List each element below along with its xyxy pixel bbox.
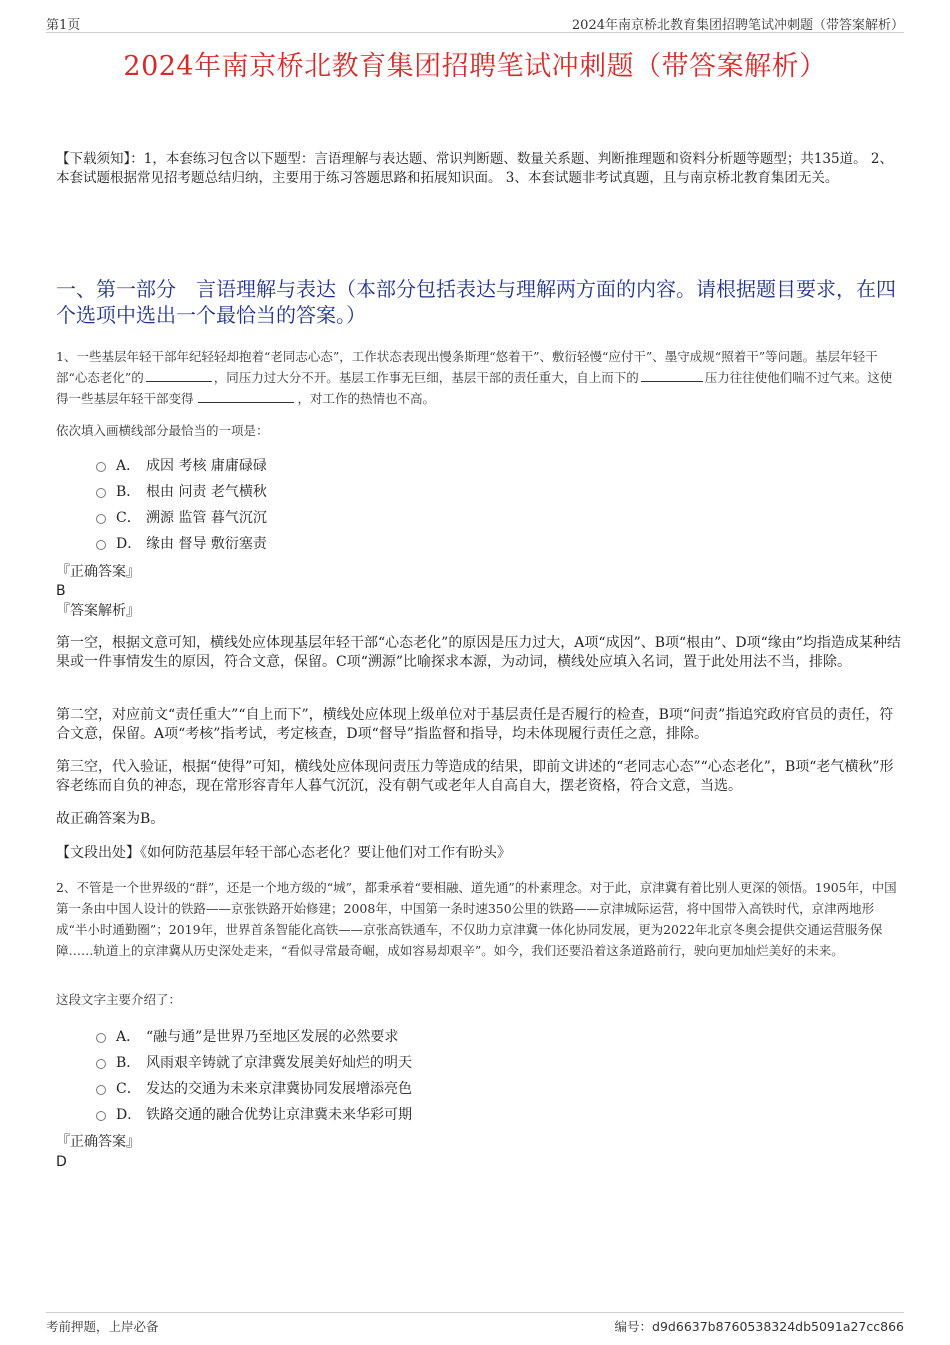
q2-options [56,1024,902,1128]
q1-source: 【文段出处】《如何防范基层年轻干部心态老化？要让他们对工作有盼头》 [56,845,511,861]
question-2-stem: 2、不管是一个世界级的“群”，还是一个地方级的“城”，都秉承着“要相融、道先通”的朴素理念。对于此，京津冀有着比别人更深的领悟。1905年，中国第一条由中国人设计的铁路——京张铁路开始修建；2008年，中国第一条时速350公里的铁路——京津城际运营，将中国带入高铁时代，京津两地形成“半小时通勤圈”；2019年，世界首条智能化高铁——京张高铁通车，不仅助力京津冀一体化协同发展，更为2022年北京冬奥会提供交通运营服务保障……轨道上的京津冀从历史深处走来，“看似寻常最奇崛，成如容易却艰辛”。如今，我们还要沿着这条道路前行，驶向更加灿烂美好的未来。 [56,880,897,958]
q2-answer-tag: 『正确答案』 [56,1134,140,1150]
radio-icon[interactable] [96,540,106,550]
page-footer [46,1312,904,1335]
q1-option-a[interactable]: A． 成因 考核 庸庸碌碌 [96,453,902,479]
q1-blank-1 [146,368,212,382]
q1-stem-part-1: 1、一些基层年轻干部年纪轻轻却抱着“老同志心态”，工作状态表现出慢条斯理“悠着干”、敷衍轻慢“应付干”、墨守成规“照着干”等问题。基层年轻干部“心态老化”的 [56,349,878,385]
q1-stem-part-2: ，同压力过大分不开。基层工作事无巨细，基层干部的责任重大，自上而下的 [213,370,639,385]
radio-icon[interactable] [96,1033,106,1043]
q1-analysis-tag: 『答案解析』 [56,603,140,619]
header-title: 2024年南京桥北教育集团招聘笔试冲刺题（带答案解析） [571,18,904,33]
q1-option-c[interactable]: C． 溯源 监管 暮气沉沉 [96,505,902,531]
document-title: 2024年南京桥北教育集团招聘笔试冲刺题（带答案解析） [123,51,827,82]
radio-icon[interactable] [96,488,106,498]
q2-option-d[interactable]: D． 铁路交通的融合优势让京津冀未来华彩可期 [96,1102,902,1128]
q1-answer: B [56,583,66,599]
q2-option-c[interactable]: C． 发达的交通为未来京津冀协同发展增添亮色 [96,1076,902,1102]
radio-icon[interactable] [96,462,106,472]
section-heading: 一、第一部分 言语理解与表达（本部分包括表达与理解两方面的内容。请根据题目要求，在四个选项中选出一个最恰当的答案。） [56,277,896,327]
document-code: 编号：d9d6637b8760538324db5091a27cc866 [614,1319,904,1334]
footer-slogan: 考前押题，上岸必备 [46,1319,159,1334]
q1-prompt: 依次填入画横线部分最恰当的一项是： [56,423,269,438]
q1-analysis-1: 第一空，根据文意可知，横线处应体现基层年轻干部“心态老化”的原因是压力过大，A项“成因”、B项“根由”、D项“缘由”均指造成某种结果或一件事情发生的原因，符合文意，保留。C项“溯源”比喻探求本源，为动词，横线处应填入名词，置于此处用法不当，排除。 [56,635,901,670]
q2-prompt: 这段文字主要介绍了： [56,992,182,1007]
question-1-stem [56,346,902,409]
q2-answer: D [56,1154,67,1170]
page-header [46,12,904,33]
q1-option-b[interactable]: B． 根由 问责 老气横秋 [96,479,902,505]
q1-option-d[interactable]: D． 缘由 督导 敷衍塞责 [96,531,902,557]
q2-option-b[interactable]: B． 风雨艰辛铸就了京津冀发展美好灿烂的明天 [96,1050,902,1076]
q1-analysis-4: 故正确答案为B。 [56,811,165,827]
q2-option-a[interactable]: A． “融与通”是世界乃至地区发展的必然要求 [96,1024,902,1050]
q1-answer-tag: 『正确答案』 [56,564,140,580]
q1-blank-3 [198,389,294,403]
radio-icon[interactable] [96,1059,106,1069]
page-number: 第1页 [46,18,81,33]
q1-stem-part-4: ，对工作的热情也不高。 [297,391,436,406]
q1-blank-2 [641,368,703,382]
radio-icon[interactable] [96,1085,106,1095]
radio-icon[interactable] [96,514,106,524]
radio-icon[interactable] [96,1111,106,1121]
q1-options [56,453,902,557]
q1-analysis-2: 第二空，对应前文“责任重大”“自上而下”，横线处应体现上级单位对于基层责任是否履行的检查，B项“问责”指追究政府官员的责任，符合文意，保留。A项“考核”指考试，考定核查，D项“督导”指监督和指导，均未体现履行责任之意，排除。 [56,707,894,742]
q1-analysis-3: 第三空，代入验证，根据“使得”可知，横线处应体现问责压力等造成的结果，即前文讲述的“老同志心态”“心态老化”，B项“老气横秋”形容老练而自负的神态，现在常形容青年人暮气沉沉，没有朝气或老年人自高自大，摆老资格，符合文意，当选。 [56,759,894,794]
download-notice: 【下载须知】：1，本套练习包含以下题型：言语理解与表达题、常识判断题、数量关系题、判断推理题和资料分析题等题型；共135道。 2、本套试题根据常见招考题总结归纳，主要用于练习答题思路和拓展知识面。 3、本套试题非考试真题，且与南京桥北教育集团无关。 [56,151,893,186]
q1-stem-part-3: 压力往往使他们喘不过气来。这使得一些基层年轻干部变得 [56,370,893,406]
